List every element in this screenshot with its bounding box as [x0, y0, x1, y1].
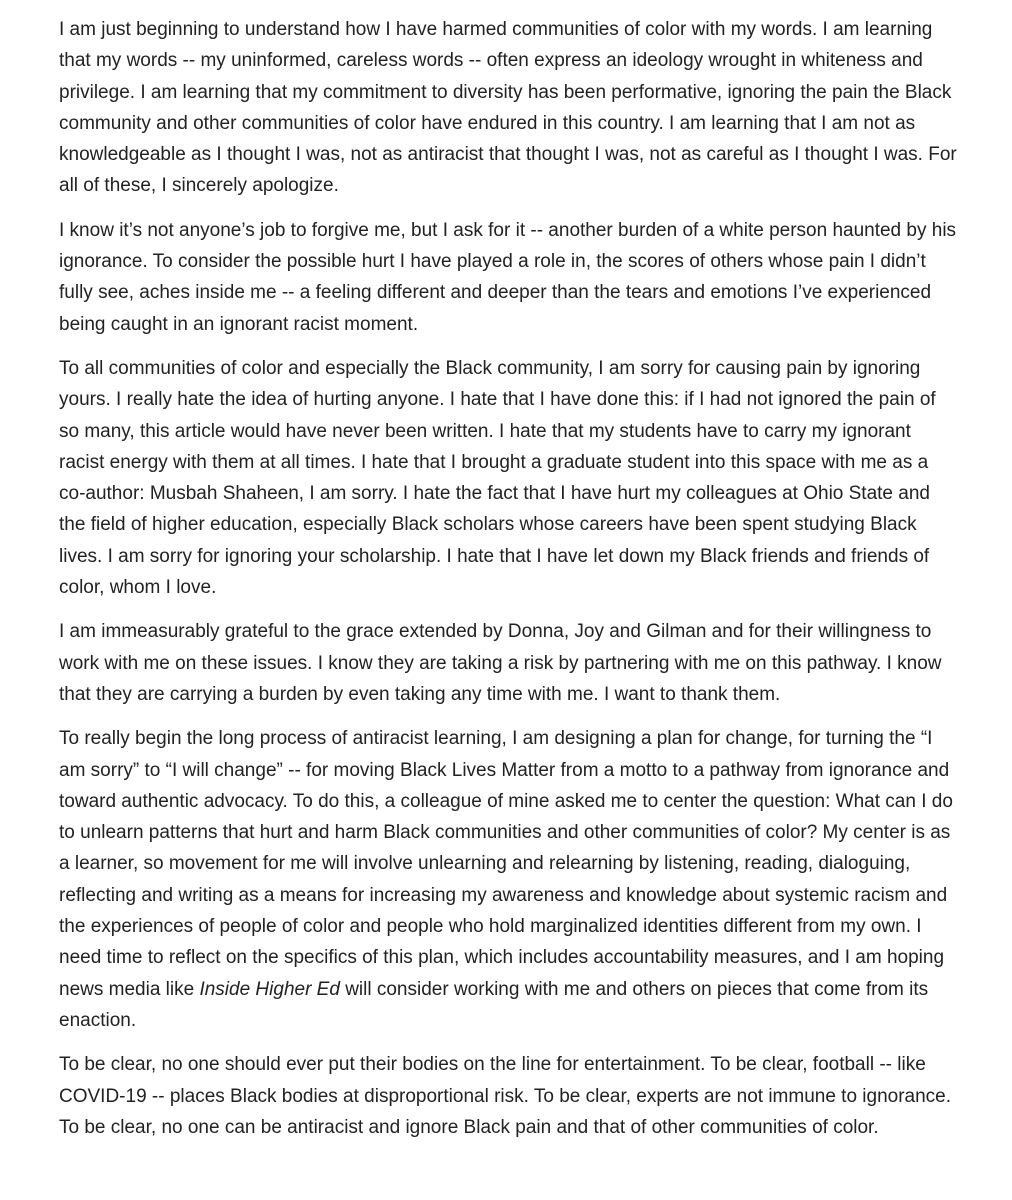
paragraph-forgiveness: I know it’s not anyone’s job to forgive me, but I ask for it -- another burden of a white person haunted by his ignorance. To consider the possible hurt I have played a role in, the scores of others whose pain I didn’t fully see, aches inside me -- a feeling different and deeper than the tears and emotions I’ve experienced being caught in an ignorant racist moment. — [59, 219, 957, 335]
paragraph-apology-intro: I am just beginning to understand how I have harmed communities of color with my words. I am learning that my words -- my uninformed, careless words -- often express an ideology wrought in whiteness and privilege. I am learning that my commitment to diversity has been performative, ignoring the pain the Black community and other communities of color have endured in this country. I am learning that I am not as knowledgeable as I thought I was, not as antiracist that thought I was, not as careful as I thought I was. For all of these, I sincerely apologize. — [59, 19, 957, 197]
plan-text-after: will consider working with me and others on pieces that come from its enaction. — [59, 978, 929, 1031]
paragraph-to-be-clear: To be clear, no one should ever put their bodies on the line for entertainment. To be clear, football -- like COVID-19 -- places Black bodies at disproportional risk. To be clear, experts are not immune to ignorance. To be clear, no one can be antiracist and ignore Black pain and that of other communities of color. — [59, 1054, 952, 1138]
article-body — [59, 14, 959, 1156]
paragraph-gratitude: I am immeasurably grateful to the grace extended by Donna, Joy and Gilman and for their willingness to work with me on these issues. I know they are taking a risk by partnering with me on this pathway. I know that they are carrying a burden by even taking any time with me. I want to thank them. — [59, 621, 942, 705]
paragraph-plan-for-change — [59, 723, 959, 1036]
paragraph-to-communities: To all communities of color and especially the Black community, I am sorry for causing pain by ignoring yours. I really hate the idea of hurting anyone. I hate that I have done this: if I had not ignored the pain of so many, this article would have never been written. I hate that my students have to carry my ignorant racist energy with them at all times. I hate that I brought a graduate student into this space with me as a co-author: Musbah Shaheen, I am sorry. I hate the fact that I have hurt my colleagues at Ohio State and the field of higher education, especially Black scholars whose careers have been spent studying Black lives. I am sorry for ignoring your scholarship. I hate that I have let down my Black friends and friends of color, whom I love. — [59, 357, 936, 599]
plan-text-before: To really begin the long process of antiracist learning, I am designing a plan for change, for turning the “I am sorry” to “I will change” -- for moving Black Lives Matter from a motto to a pathway from ignorance and toward authentic advocacy. To do this, a colleague of mine asked me to center the question: What can I do to unlearn patterns that hurt and harm Black communities and other communities of color? My center is as a learner, so movement for me will involve unlearning and relearning by listening, reading, dialoguing, reflecting and writing as a means for increasing my awareness and knowledge about systemic racism and the experiences of people of color and people who hold marginalized identities different from my own. I need time to reflect on the specifics of this plan, which includes accountability measures, and I am hoping news media like — [59, 728, 953, 1000]
publication-name: Inside Higher Ed — [199, 978, 340, 1000]
